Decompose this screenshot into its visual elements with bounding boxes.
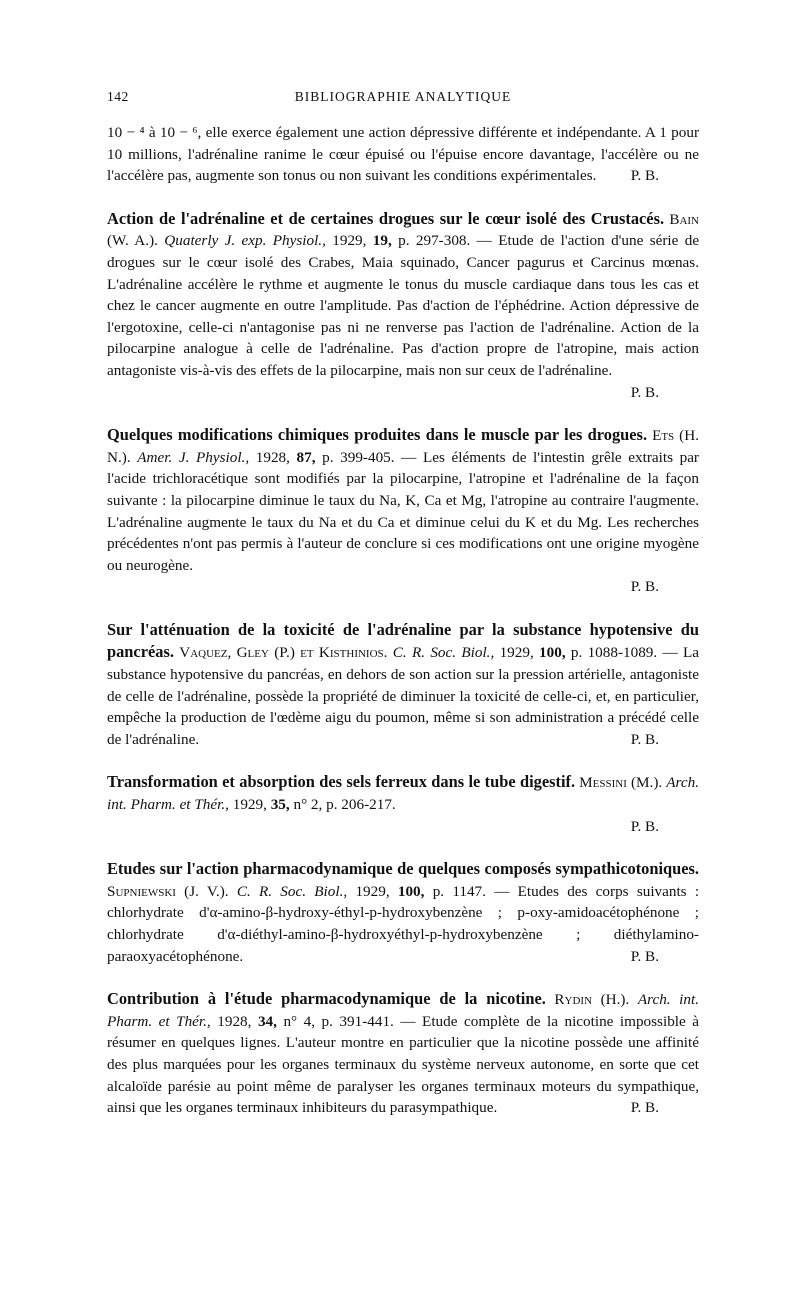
- entry-journal: Arch. int. Pharm. et Thér.,: [107, 991, 699, 1030]
- entry-abstract: — Etudes des corps suivants : chlorhydrate d'α-amino-β-hydroxy-éthyl-p-hydroxybenzène ; p-oxy-amidoacétophénone ; chlorhydrate d'α-diéthyl-amino-β-hydroxyéthyl-p-hydroxybenzène ; diéthylamino-paraoxyacétophénone.: [107, 882, 700, 965]
- signature: P. B.: [630, 817, 659, 835]
- entry-title: Quelques modifications chimiques produites dans le muscle par les drogues.: [107, 425, 648, 445]
- entry-journal: Quaterly J. exp. Physiol.,: [164, 232, 326, 250]
- signature: P. B.: [630, 730, 659, 748]
- entry-year: 1929,: [499, 644, 534, 662]
- entry-authors: Ets (H. N.).: [107, 427, 700, 466]
- entry-authors: Bain (W. A.).: [107, 210, 699, 250]
- signature: P. B.: [630, 383, 659, 401]
- page-number: 142: [107, 89, 129, 104]
- entry-abstract: — Etude de l'action d'une série de drogues sur le cœur isolé des Crabes, Maia squinado, Cancer pagurus et Carcinus mœnas. L'adrénaline accélère le rythme et augmente le tonus du muscle cardiaque dans tous les cas et chez le cancer augmente en outre l'amplitude. Pas d'action de l'éphédrine. Action dépressive de l'ergotoxine, celle-ci n'antagonise pas ni ne renverse pas l'action de l'adrénaline. Action de la pilocarpine analogue à celle de l'adrénaline. Pas d'action propre de l'atropine, mais action antagoniste vis-à-vis des effets de la pilocarpine, mais non sur ceux de l'adrénaline.: [107, 232, 700, 379]
- bibliography-entry: [107, 424, 699, 598]
- entry-year: 1929,: [232, 796, 267, 814]
- page-header: [107, 89, 699, 111]
- entry-volume: 34,: [257, 1012, 277, 1030]
- entry-pages: n° 2, p. 206-217.: [293, 796, 396, 814]
- bibliography-entry: [107, 208, 699, 403]
- running-title: BIBLIOGRAPHIE ANALYTIQUE: [294, 89, 512, 104]
- entry-pages: p. 297-308.: [398, 232, 471, 250]
- signature: P. B.: [630, 578, 659, 596]
- entry-year: 1928,: [217, 1012, 252, 1030]
- signature: P. B.: [630, 1099, 659, 1117]
- signature: P. B.: [630, 167, 659, 185]
- entry-title: Sur l'atténuation de la toxicité de l'adrénaline par la substance hypotensive du pancréas.: [107, 619, 699, 662]
- page-body: [107, 122, 699, 1119]
- bibliography-entry: [107, 771, 699, 837]
- entry-journal: Amer. J. Physiol.,: [137, 448, 250, 466]
- entry-volume: 87,: [296, 448, 316, 466]
- entry-title: Action de l'adrénaline et de certaines drogues sur le cœur isolé des Crustacés.: [107, 208, 665, 228]
- entry-year: 1928,: [255, 448, 290, 466]
- bibliography-entry: [107, 858, 699, 967]
- entry-title: Etudes sur l'action pharmacodynamique de quelques composés sympathicotoniques.: [107, 859, 699, 879]
- entry-journal: Arch. int. Pharm. et Thér.,: [107, 774, 700, 814]
- entry-title: Transformation et absorption des sels ferreux dans le tube digestif.: [107, 772, 576, 792]
- entry-pages: p. 1147.: [432, 882, 486, 900]
- entry-authors: Supniewski (J. V.).: [107, 882, 229, 900]
- entry-abstract: — Etude complète de la nicotine impossible à résumer en quelques lignes. L'auteur montre en particulier que la nicotine possède une affinité des plus marquées pour les organes terminaux du système nerveux autonome, en sorte que cet alcaloïde parésie au point même de paralyser les organes terminaux moteurs du sympathique, ainsi que les organes terminaux inhibiteurs du parasympathique.: [107, 1012, 699, 1117]
- entry-abstract: — La substance hypotensive du pancréas, en dehors de son action sur la pression artérielle, antagoniste de celle de l'adrénaline, possède la propriété de diminuer la toxicité de celle-ci, et, en particulier, empêche la production de l'œdème aigu du poumon, même si son administration a précédé celle de l'adrénaline.: [107, 644, 699, 748]
- entry-volume: 19,: [372, 232, 392, 250]
- entry-authors: Vaquez, Gley (P.) et Kisthinios.: [179, 644, 388, 662]
- entry-authors: Rydin (H.).: [554, 991, 630, 1009]
- entry-volume: 100,: [539, 644, 566, 662]
- signature: P. B.: [630, 947, 659, 965]
- entry-volume: 35,: [270, 796, 290, 814]
- entry-journal: C. R. Soc. Biol.,: [392, 644, 495, 662]
- entry-abstract: — Les éléments de l'intestin grêle extraits par l'acide trichloracétique sont modifiés par la pilocarpine, l'atropine et l'adrénaline de la façon suivante : la pilocarpine diminue le taux du Na, K, Ca et Mg, l'atropine au contraire l'augmente. L'adrénaline augmente le taux du Na et du Ca et diminue celui du K et du Mg. Les recherches précédentes n'ont pas permis à l'auteur de conclure si ces modifications ont une origine myogène ou neurogène.: [107, 448, 699, 574]
- entry-volume: 100,: [397, 882, 425, 900]
- entry-journal: C. R. Soc. Biol.,: [236, 882, 348, 900]
- entry-year: 1929,: [332, 232, 367, 250]
- entry-title: Contribution à l'étude pharmacodynamique de la nicotine.: [107, 989, 546, 1009]
- bibliography-entry: [107, 988, 699, 1119]
- entry-pages: p. 1088-1089.: [570, 644, 658, 662]
- entry-pages: n° 4, p. 391-441.: [283, 1012, 394, 1030]
- entry-year: 1929,: [355, 882, 390, 900]
- entry-pages: p. 399-405.: [322, 448, 395, 466]
- continuation-paragraph: [107, 122, 699, 187]
- continuation-text: 10 − ⁴ à 10 − ⁶, elle exerce également une action dépressive différente et indépendante. A 1 pour 10 millions, l'adrénaline ranime le cœur épuisé ou l'épuise encore davantage, l'accélère ou ne l'accélère pas, augmente son tonus ou non suivant les conditions expérimentales.: [107, 124, 699, 185]
- bibliography-entry: [107, 619, 699, 751]
- entry-authors: Messini (M.).: [579, 774, 663, 792]
